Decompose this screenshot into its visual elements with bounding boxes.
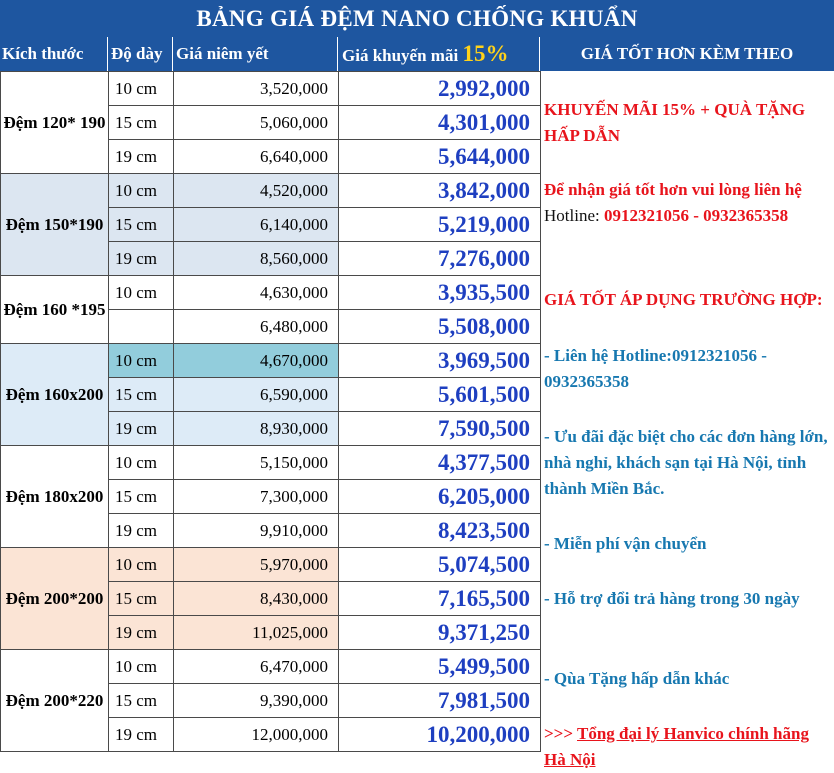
table-row <box>1 344 541 378</box>
promo-price-cell: 7,981,500 <box>339 684 541 718</box>
promo-price-cell: 3,935,500 <box>339 276 541 310</box>
size-label: Đệm 200*220 <box>1 650 109 752</box>
notes-panel <box>540 71 834 771</box>
list-price-cell: 8,930,000 <box>174 412 339 446</box>
header-size: Kích thước <box>0 37 108 71</box>
list-price-cell: 9,390,000 <box>174 684 339 718</box>
list-price-cell: 12,000,000 <box>174 718 339 752</box>
thickness-cell: 15 cm <box>109 582 174 616</box>
promo-price-cell: 4,301,000 <box>339 106 541 140</box>
note-bulk-offer: - Ưu đãi đặc biệt cho các đơn hàng lớn, nhà nghỉ, khách sạn tại Hà Nội, tỉnh thành Miền Bắc. <box>544 427 828 498</box>
list-price-cell: 4,630,000 <box>174 276 339 310</box>
table-row <box>1 174 541 208</box>
promo-price-cell: 3,969,500 <box>339 344 541 378</box>
list-price-cell: 5,970,000 <box>174 548 339 582</box>
promo-price-cell: 6,205,000 <box>339 480 541 514</box>
table-row <box>1 548 541 582</box>
promo-price-cell: 2,992,000 <box>339 72 541 106</box>
header-promo-label: Giá khuyến mãi <box>342 46 459 65</box>
header-thickness: Độ dày <box>108 37 173 71</box>
list-price-cell: 5,060,000 <box>174 106 339 140</box>
thickness-cell: 19 cm <box>109 718 174 752</box>
list-price-cell: 8,560,000 <box>174 242 339 276</box>
promo-price-cell: 5,219,000 <box>339 208 541 242</box>
header-promo-price <box>338 37 540 71</box>
promo-price-cell: 7,165,500 <box>339 582 541 616</box>
list-price-cell: 4,520,000 <box>174 174 339 208</box>
thickness-cell: 10 cm <box>109 344 174 378</box>
size-label: Đệm 120* 190 <box>1 72 109 174</box>
size-label: Đệm 200*200 <box>1 548 109 650</box>
header-extra: GIÁ TỐT HƠN KÈM THEO <box>540 37 834 71</box>
promo-price-cell: 9,371,250 <box>339 616 541 650</box>
price-table <box>0 71 541 752</box>
sheet-title: BẢNG GIÁ ĐỆM NANO CHỐNG KHUẨN <box>0 0 834 37</box>
apply-title: GIÁ TỐT ÁP DỤNG TRƯỜNG HỢP: <box>544 290 823 309</box>
promo-price-cell: 8,423,500 <box>339 514 541 548</box>
note-gift: - Qùa Tặng hấp dẫn khác <box>544 669 730 688</box>
promo-price-cell: 5,074,500 <box>339 548 541 582</box>
note-hotline: - Liên hệ Hotline:0912321056 - 0932365358 <box>544 346 767 391</box>
list-price-cell: 5,150,000 <box>174 446 339 480</box>
list-price-cell: 11,025,000 <box>174 616 339 650</box>
promo-price-cell: 5,601,500 <box>339 378 541 412</box>
thickness-cell: 10 cm <box>109 446 174 480</box>
list-price-cell: 3,520,000 <box>174 72 339 106</box>
promo-price-cell: 5,644,000 <box>339 140 541 174</box>
list-price-cell: 4,670,000 <box>174 344 339 378</box>
dealer-link[interactable]: Tổng đại lý Hanvico chính hãng Hà Nội <box>544 724 809 769</box>
promo-note: KHUYẾN MÃI 15% + QUÀ TẶNG HẤP DẪN <box>544 100 806 145</box>
list-price-cell: 6,470,000 <box>174 650 339 684</box>
contact-hotline-label: Hotline: <box>544 206 604 225</box>
list-price-cell: 6,590,000 <box>174 378 339 412</box>
list-price-cell: 6,140,000 <box>174 208 339 242</box>
thickness-cell: 19 cm <box>109 514 174 548</box>
header-list-price: Giá niêm yết <box>173 37 338 71</box>
thickness-cell: 19 cm <box>109 242 174 276</box>
thickness-cell: 10 cm <box>109 174 174 208</box>
contact-numbers: 0912321056 - 0932365358 <box>603 206 789 225</box>
thickness-cell: 15 cm <box>109 480 174 514</box>
thickness-cell: 10 cm <box>109 72 174 106</box>
thickness-cell: 10 cm <box>109 548 174 582</box>
list-price-cell: 7,300,000 <box>174 480 339 514</box>
thickness-cell: 19 cm <box>109 412 174 446</box>
promo-price-cell: 4,377,500 <box>339 446 541 480</box>
size-label: Đệm 150*190 <box>1 174 109 276</box>
list-price-cell: 6,640,000 <box>174 140 339 174</box>
table-row <box>1 446 541 480</box>
thickness-cell: 10 cm <box>109 276 174 310</box>
list-price-cell: 8,430,000 <box>174 582 339 616</box>
thickness-cell: 19 cm <box>109 140 174 174</box>
size-label: Đệm 160x200 <box>1 344 109 446</box>
thickness-cell: 15 cm <box>109 208 174 242</box>
header-promo-percent: 15% <box>462 41 509 66</box>
table-row <box>1 72 541 106</box>
size-label: Đệm 180x200 <box>1 446 109 548</box>
table-row <box>1 650 541 684</box>
promo-price-cell: 5,499,500 <box>339 650 541 684</box>
thickness-cell: 15 cm <box>109 106 174 140</box>
contact-lead: Để nhận giá tốt hơn vui lòng liên hệ <box>544 180 802 199</box>
note-return-policy: - Hỗ trợ đổi trả hàng trong 30 ngày <box>544 589 800 608</box>
list-price-cell: 9,910,000 <box>174 514 339 548</box>
thickness-cell: 19 cm <box>109 616 174 650</box>
contact-note <box>544 177 832 229</box>
table-row <box>1 276 541 310</box>
note-free-shipping: - Miễn phí vận chuyển <box>544 534 707 553</box>
dealer-note <box>544 721 832 773</box>
promo-price-cell: 3,842,000 <box>339 174 541 208</box>
list-price-cell: 6,480,000 <box>174 310 339 344</box>
dealer-prefix: >>> <box>544 724 578 743</box>
thickness-cell: 15 cm <box>109 378 174 412</box>
thickness-cell: 10 cm <box>109 650 174 684</box>
promo-price-cell: 7,590,500 <box>339 412 541 446</box>
promo-price-cell: 7,276,000 <box>339 242 541 276</box>
thickness-cell: 15 cm <box>109 684 174 718</box>
promo-price-cell: 10,200,000 <box>339 718 541 752</box>
thickness-cell <box>109 310 174 344</box>
size-label: Đệm 160 *195 <box>1 276 109 344</box>
promo-price-cell: 5,508,000 <box>339 310 541 344</box>
